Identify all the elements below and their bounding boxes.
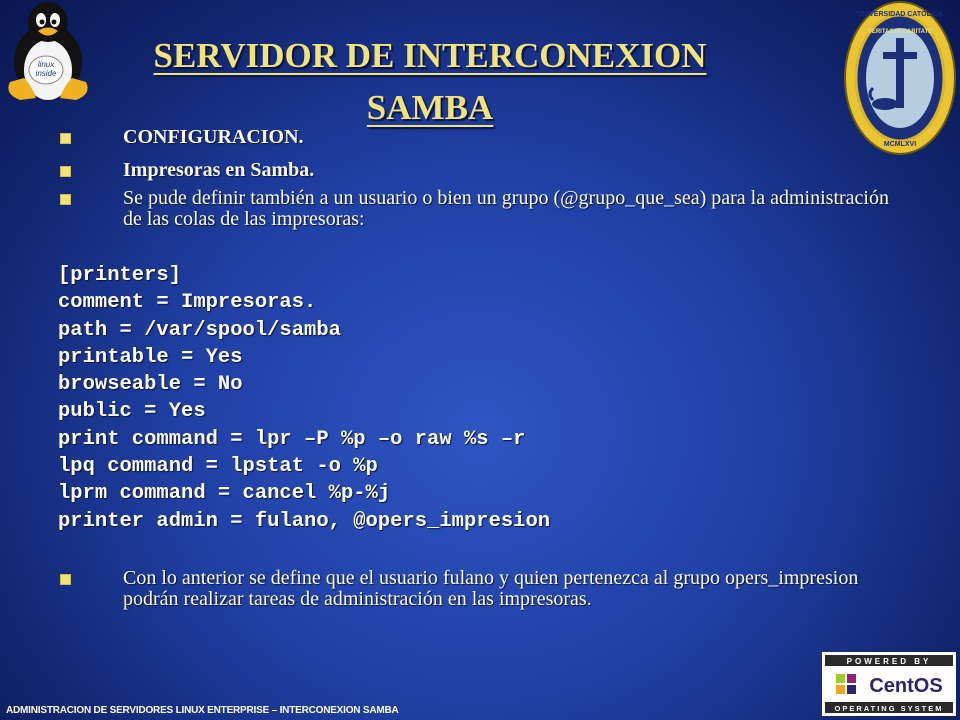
bullet-square-icon [60, 133, 71, 144]
svg-text:OPERATING SYSTEM: OPERATING SYSTEM [834, 704, 944, 713]
code-line: public = Yes [58, 400, 206, 424]
centos-powered-by-logo [822, 652, 956, 716]
tux-badge-text: linux [37, 60, 55, 69]
code-line: browseable = No [58, 373, 243, 397]
svg-text:UNIVERSIDAD CATÓLICA: UNIVERSIDAD CATÓLICA [857, 11, 943, 18]
code-line: lpq command = lpstat -o %p [58, 455, 378, 479]
slide-title [100, 30, 760, 134]
svg-text:MCMLXVI: MCMLXVI [883, 141, 917, 148]
svg-text:CentOS: CentOS [869, 675, 943, 697]
svg-text:inside: inside [35, 69, 57, 78]
svg-text:VERITAS IN CARITATE: VERITAS IN CARITATE [867, 29, 933, 35]
bullet-text: Con lo anterior se define que el usuario fulano y quien pertenezca al grupo opers_impresion podrán realizar tareas de administración en las impresoras. [123, 567, 859, 610]
code-line: comment = Impresoras. [58, 291, 317, 315]
slide-title-line-1: SERVIDOR DE INTERCONEXION [153, 36, 707, 75]
code-line: printer admin = fulano, @opers_impresion [58, 509, 551, 533]
printers-config-code [58, 262, 550, 535]
bullet-square-icon [60, 574, 71, 585]
svg-text:POWERED BY: POWERED BY [846, 657, 932, 666]
tux-penguin-logo [2, 0, 94, 105]
slide-title-line-2: SAMBA [366, 88, 494, 127]
bullet-text: Se pude definir también a un usuario o bien un grupo (@grupo_que_sea) para la administración de las colas de las impresoras: [123, 187, 889, 230]
code-line: [printers] [58, 264, 182, 287]
code-line: lprm command = cancel %p-%j [58, 482, 391, 506]
bullet-square-icon [60, 166, 71, 177]
code-line: printable = Yes [58, 345, 243, 369]
code-line: print command = lpr –P %p –o raw %s –r [58, 427, 526, 451]
bullet-square-icon [60, 194, 71, 205]
slide-footer: ADMINISTRACION DE SERVIDORES LINUX ENTERPRISE – INTERCONEXION SAMBA [6, 705, 399, 716]
bullet-text: CONFIGURACION. [123, 126, 304, 148]
bullet-text: Impresoras en Samba. [123, 159, 315, 181]
code-line: path = /var/spool/samba [58, 318, 341, 342]
